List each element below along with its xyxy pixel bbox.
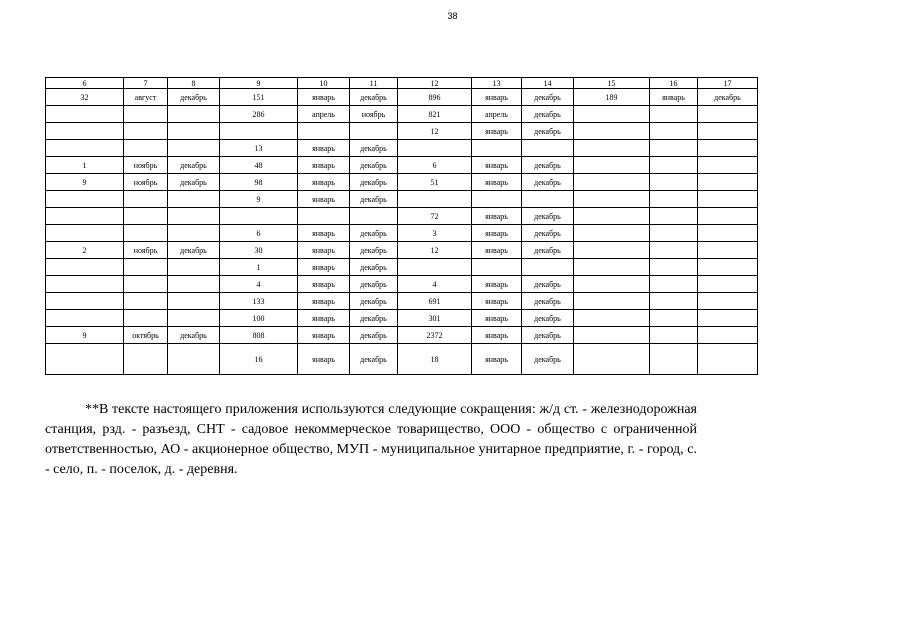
table-cell	[124, 293, 168, 310]
table-cell	[574, 327, 650, 344]
table-cell	[574, 140, 650, 157]
table-cell: декабрь	[350, 191, 398, 208]
table-cell: декабрь	[168, 89, 220, 106]
table-cell: декабрь	[350, 327, 398, 344]
table-cell: август	[124, 89, 168, 106]
table-cell: ноябрь	[124, 242, 168, 259]
table-cell	[522, 259, 574, 276]
table-body	[46, 89, 758, 375]
table-cell	[168, 123, 220, 140]
table-cell	[698, 157, 758, 174]
table-cell: январь	[298, 140, 350, 157]
table-cell: декабрь	[522, 208, 574, 225]
table-cell: 98	[220, 174, 298, 191]
table-cell: январь	[298, 157, 350, 174]
table-cell	[698, 140, 758, 157]
table-cell	[124, 191, 168, 208]
table-cell: декабрь	[350, 310, 398, 327]
table-cell: декабрь	[522, 157, 574, 174]
table-cell	[574, 276, 650, 293]
table-cell: декабрь	[522, 225, 574, 242]
table-cell	[698, 191, 758, 208]
table-cell: 2	[46, 242, 124, 259]
table-cell	[698, 276, 758, 293]
column-header: 11	[350, 78, 398, 89]
table-row	[46, 242, 758, 259]
table-cell	[574, 106, 650, 123]
table-cell: январь	[298, 174, 350, 191]
table-cell	[398, 259, 472, 276]
table-cell: январь	[472, 174, 522, 191]
table-cell	[698, 293, 758, 310]
table-cell: декабрь	[350, 293, 398, 310]
table-row	[46, 276, 758, 293]
table-cell	[168, 191, 220, 208]
table-cell: январь	[472, 89, 522, 106]
table-row	[46, 157, 758, 174]
table-cell: декабрь	[522, 327, 574, 344]
table-cell: ноябрь	[350, 106, 398, 123]
table-cell	[650, 225, 698, 242]
table-cell: декабрь	[522, 344, 574, 375]
table-cell	[574, 157, 650, 174]
table-row	[46, 123, 758, 140]
table-cell: 16	[220, 344, 298, 375]
table-cell: январь	[298, 242, 350, 259]
table-cell	[168, 293, 220, 310]
table-cell: 3	[398, 225, 472, 242]
table-row	[46, 191, 758, 208]
page-number: 38	[447, 11, 458, 21]
table-cell	[350, 123, 398, 140]
column-header: 9	[220, 78, 298, 89]
table-cell: январь	[298, 276, 350, 293]
table-cell	[168, 310, 220, 327]
table-cell	[46, 293, 124, 310]
table-cell: декабрь	[350, 344, 398, 375]
table-cell	[220, 123, 298, 140]
table-cell: декабрь	[698, 89, 758, 106]
table-cell	[298, 208, 350, 225]
table-cell: 2372	[398, 327, 472, 344]
table-cell	[574, 174, 650, 191]
column-header: 8	[168, 78, 220, 89]
table-cell: 133	[220, 293, 298, 310]
table-row	[46, 310, 758, 327]
table-cell: декабрь	[350, 89, 398, 106]
table-cell: декабрь	[522, 242, 574, 259]
table-cell: апрель	[472, 106, 522, 123]
table-cell	[124, 140, 168, 157]
table-cell	[168, 276, 220, 293]
table-cell	[472, 191, 522, 208]
column-header: 13	[472, 78, 522, 89]
table-cell	[650, 157, 698, 174]
table-cell: октябрь	[124, 327, 168, 344]
table-row	[46, 89, 758, 106]
table-cell: январь	[472, 225, 522, 242]
table-cell: 100	[220, 310, 298, 327]
table-cell: 9	[220, 191, 298, 208]
table-row	[46, 174, 758, 191]
table-cell: апрель	[298, 106, 350, 123]
table-cell	[124, 259, 168, 276]
table-cell	[650, 174, 698, 191]
table-cell	[124, 276, 168, 293]
table-cell	[574, 208, 650, 225]
table-cell	[46, 191, 124, 208]
table-cell: январь	[298, 225, 350, 242]
table-cell	[168, 225, 220, 242]
table-cell: 4	[398, 276, 472, 293]
header-row	[46, 78, 758, 89]
table-cell	[168, 259, 220, 276]
table-cell: январь	[472, 208, 522, 225]
table-cell: декабрь	[522, 123, 574, 140]
table-cell: 9	[46, 327, 124, 344]
table-cell: январь	[298, 89, 350, 106]
table-cell: 51	[398, 174, 472, 191]
table-cell	[574, 293, 650, 310]
table-row	[46, 140, 758, 157]
table-cell: декабрь	[522, 174, 574, 191]
table-cell: январь	[298, 293, 350, 310]
table-cell: 18	[398, 344, 472, 375]
table-cell: январь	[472, 276, 522, 293]
table-cell: декабрь	[168, 327, 220, 344]
table-cell	[574, 242, 650, 259]
table-cell: январь	[298, 327, 350, 344]
table-cell	[46, 225, 124, 242]
table-cell	[650, 208, 698, 225]
table-cell	[124, 310, 168, 327]
table-cell	[698, 242, 758, 259]
table-cell: декабрь	[168, 157, 220, 174]
table-cell: январь	[298, 310, 350, 327]
table-cell: январь	[298, 259, 350, 276]
table-cell	[698, 259, 758, 276]
table-cell	[168, 344, 220, 375]
table-cell	[46, 344, 124, 375]
table-row	[46, 259, 758, 276]
column-header: 15	[574, 78, 650, 89]
table-cell: декабрь	[350, 259, 398, 276]
table-cell: 301	[398, 310, 472, 327]
table-cell	[472, 259, 522, 276]
table-row	[46, 327, 758, 344]
table-row	[46, 106, 758, 123]
table-cell: январь	[472, 310, 522, 327]
table-cell	[698, 327, 758, 344]
table-cell: январь	[472, 157, 522, 174]
table-cell	[650, 242, 698, 259]
table-cell: 9	[46, 174, 124, 191]
table-cell: 189	[574, 89, 650, 106]
table-cell	[650, 191, 698, 208]
table-cell	[220, 208, 298, 225]
table-cell: 286	[220, 106, 298, 123]
table-cell	[46, 310, 124, 327]
table-row	[46, 344, 758, 375]
table-cell: январь	[472, 293, 522, 310]
table-cell: декабрь	[350, 242, 398, 259]
table-cell: 32	[46, 89, 124, 106]
table-row	[46, 208, 758, 225]
table-cell	[124, 344, 168, 375]
table-cell	[522, 191, 574, 208]
table-cell	[298, 123, 350, 140]
table-cell: декабрь	[522, 310, 574, 327]
table-cell: декабрь	[350, 225, 398, 242]
data-table	[45, 77, 758, 375]
table-cell	[650, 276, 698, 293]
column-header: 16	[650, 78, 698, 89]
table-cell	[398, 140, 472, 157]
table-cell: январь	[650, 89, 698, 106]
table-cell	[574, 225, 650, 242]
column-header: 17	[698, 78, 758, 89]
table-cell: декабрь	[168, 174, 220, 191]
table-cell	[168, 208, 220, 225]
table-cell: 12	[398, 242, 472, 259]
table-cell	[46, 259, 124, 276]
table-cell	[574, 259, 650, 276]
table-cell	[574, 344, 650, 375]
table-cell: декабрь	[350, 276, 398, 293]
table-cell: 1	[46, 157, 124, 174]
table-cell: декабрь	[350, 174, 398, 191]
table-cell	[650, 310, 698, 327]
table-cell	[698, 344, 758, 375]
table-cell: декабрь	[168, 242, 220, 259]
table-cell: декабрь	[350, 140, 398, 157]
table-cell	[46, 106, 124, 123]
table-cell	[650, 293, 698, 310]
table-cell	[168, 106, 220, 123]
table-cell: 72	[398, 208, 472, 225]
table-cell	[650, 123, 698, 140]
table-cell: 13	[220, 140, 298, 157]
table-cell	[168, 140, 220, 157]
table-cell: ноябрь	[124, 157, 168, 174]
table-cell: декабрь	[350, 157, 398, 174]
table-cell: январь	[472, 242, 522, 259]
table-cell	[574, 310, 650, 327]
table-row	[46, 225, 758, 242]
table-cell: 1	[220, 259, 298, 276]
table-cell	[698, 310, 758, 327]
table-cell	[124, 208, 168, 225]
table-cell: 808	[220, 327, 298, 344]
footnote: **В тексте настоящего приложения используются следующие сокращения: ж/д ст. - железнодорожная станция, рзд. - разъезд, СНТ - садовое некоммерческое товарищество, ООО - общество с ограниченной ответственностью, АО - акционерное общество, МУП - муниципальное унитарное предприятие, г. - город, с. - село, п. - поселок, д. - деревня.	[45, 402, 697, 477]
table-cell	[472, 140, 522, 157]
column-header: 12	[398, 78, 472, 89]
table-cell	[350, 208, 398, 225]
table-cell	[46, 276, 124, 293]
table-cell: 151	[220, 89, 298, 106]
table-row	[46, 293, 758, 310]
column-header: 7	[124, 78, 168, 89]
table-cell	[698, 106, 758, 123]
table-cell	[698, 208, 758, 225]
table-cell: январь	[472, 344, 522, 375]
table-cell	[698, 174, 758, 191]
table-cell	[698, 123, 758, 140]
table-cell: декабрь	[522, 106, 574, 123]
table-cell	[650, 259, 698, 276]
table-cell: 691	[398, 293, 472, 310]
table-cell: январь	[298, 191, 350, 208]
table-cell: ноябрь	[124, 174, 168, 191]
table-cell	[46, 123, 124, 140]
table-cell: январь	[472, 123, 522, 140]
table-cell	[574, 123, 650, 140]
table-cell: 30	[220, 242, 298, 259]
table-cell	[124, 123, 168, 140]
table-cell: 6	[220, 225, 298, 242]
table-cell: 896	[398, 89, 472, 106]
table-cell: 6	[398, 157, 472, 174]
table-cell	[650, 344, 698, 375]
table-cell: 48	[220, 157, 298, 174]
column-header: 10	[298, 78, 350, 89]
column-header: 14	[522, 78, 574, 89]
table-cell	[124, 225, 168, 242]
table-cell: декабрь	[522, 293, 574, 310]
table-cell	[46, 140, 124, 157]
table-cell	[124, 106, 168, 123]
table-cell	[650, 140, 698, 157]
table-cell: 4	[220, 276, 298, 293]
table-cell: январь	[472, 327, 522, 344]
table-cell	[574, 191, 650, 208]
table-cell	[46, 208, 124, 225]
table-cell: 821	[398, 106, 472, 123]
table-cell	[698, 225, 758, 242]
table-cell: январь	[298, 344, 350, 375]
table-cell	[650, 327, 698, 344]
table-cell	[398, 191, 472, 208]
column-header: 6	[46, 78, 124, 89]
table-cell	[650, 106, 698, 123]
table-cell: декабрь	[522, 276, 574, 293]
table-cell: 12	[398, 123, 472, 140]
table-cell	[522, 140, 574, 157]
table-cell: декабрь	[522, 89, 574, 106]
